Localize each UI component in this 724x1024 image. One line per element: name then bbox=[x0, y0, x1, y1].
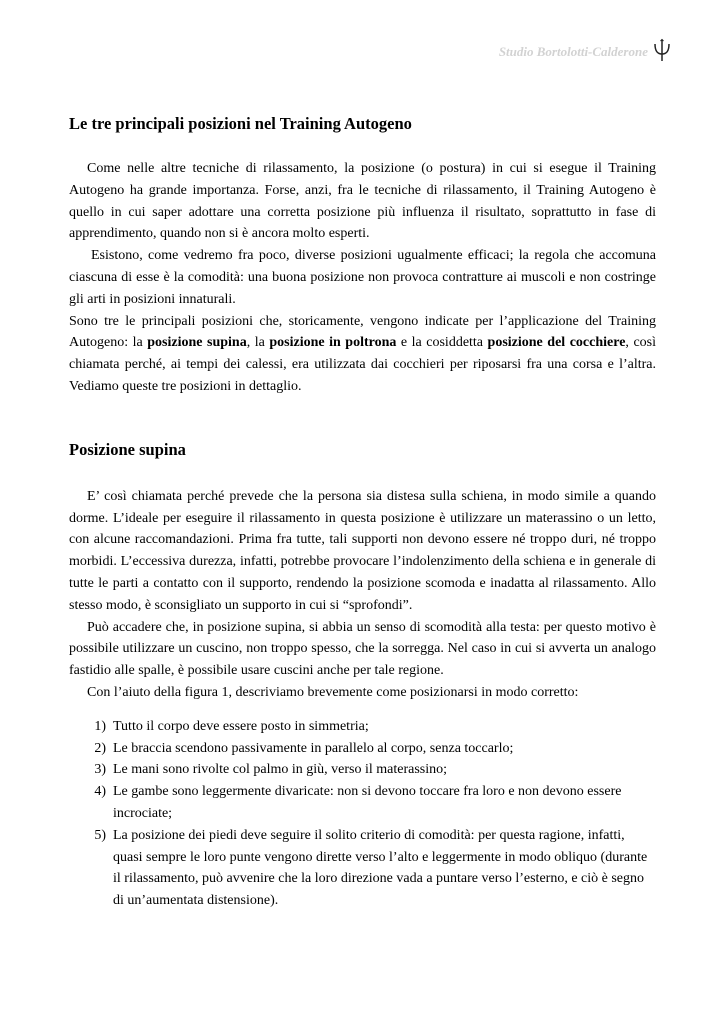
studio-name: Studio Bortolotti-Calderone bbox=[498, 44, 648, 59]
section-title-positions: Le tre principali posizioni nel Training Autogeno bbox=[69, 114, 412, 133]
psi-logo-icon bbox=[652, 38, 672, 62]
coachman-term: posizione del cocchiere bbox=[487, 335, 626, 351]
list-item: 4) Le gambe sono leggermente divaricate: non si devono toccare fra loro e non devono essere incrociate; bbox=[94, 784, 622, 821]
supine-term: posizione supina bbox=[147, 335, 247, 351]
supine-steps-list bbox=[69, 716, 656, 912]
list-item: 2) Le braccia scendono passivamente in parallelo al corpo, senza toccarlo; bbox=[94, 740, 514, 756]
section-title-supine: Posizione supina bbox=[69, 439, 186, 459]
list-item: 3) Le mani sono rivolte col palmo in giù, verso il materassino; bbox=[94, 762, 447, 778]
comfort-paragraph: Esistono, come vedremo fra poco, diverse posizioni ugualmente efficaci; la regola che accomuna ciascuna di esse è la comodità: una buona posizione non provoca contratture ai muscoli e non costringe gli arti in posizioni innaturali. bbox=[69, 248, 656, 307]
supine-paragraph-2: Può accadere che, in posizione supina, si abbia un senso di scomodità alla testa: per questo motivo è possibile utilizzare un cuscino, non troppo spesso, che la sorregga. Nel caso in cui si avverta un analogo fastidio alle spalle, è possibile usare cuscini anche per tale regione. bbox=[69, 619, 656, 679]
supine-paragraph-3: Con l’aiuto della figura 1, descriviamo brevemente come posizionarsi in modo corretto: bbox=[87, 684, 579, 700]
list-item: 5) La posizione dei piedi deve seguire il solito criterio di comodità: per questa ragione, infatti, quasi sempre le loro punte vengono dirette verso l’alto e leggermente in modo obliquo (durante il rilassamento, può avvenire che la loro direzione vada a puntare verso l’esterno, e ciò è segno di un’aumentata distensione). bbox=[94, 827, 648, 909]
page-header bbox=[499, 38, 672, 62]
supine-paragraph-1: E’ così chiamata perché prevede che la persona sia distesa sulla schiena, in modo simile a quando dorme. L’ideale per eseguire il rilassamento in questa posizione è utilizzare un materassino o un letto, con alcune raccomandazioni. Prima fra tutte, tali supporti non devono essere né troppo duri, né troppo morbidi. L’eccessiva durezza, infatti, potrebbe provocare l’indolenzimento della schiena e in generale di tutte le parti a contatto con il supporto, rendendo la posizione scomoda e inadatta al rilassamento. Allo stesso modo, è sconsigliato un supporto in cui si “sprofondi”. bbox=[69, 488, 656, 613]
intro-paragraph: Come nelle altre tecniche di rilassamento, la posizione (o postura) in cui si esegue il Training Autogeno ha grande importanza. Forse, anzi, fra le tecniche di rilassamento, il Training Autogeno è quello in cui saper adottare una corretta posizione più influenza il risultato, soprattutto in fase di apprendimento, quando non si è ancora molto esperti. bbox=[69, 161, 656, 242]
three-positions-paragraph: Sono tre le principali posizioni che, storicamente, vengono indicate per l’applicazione del Training Autogeno: la posizione supina, la posizione in poltrona e la cosiddetta posizione del cocchiere, così chiamata perché, ai tempi dei calessi, era utilizzata dai cocchieri per riposarsi fra una corsa e l’altra. Vediamo queste tre posizioni in dettaglio. bbox=[69, 313, 656, 394]
document-body bbox=[69, 110, 656, 912]
list-item: 1) Tutto il corpo deve essere posto in simmetria; bbox=[94, 718, 369, 734]
armchair-term: posizione in poltrona bbox=[269, 335, 397, 351]
